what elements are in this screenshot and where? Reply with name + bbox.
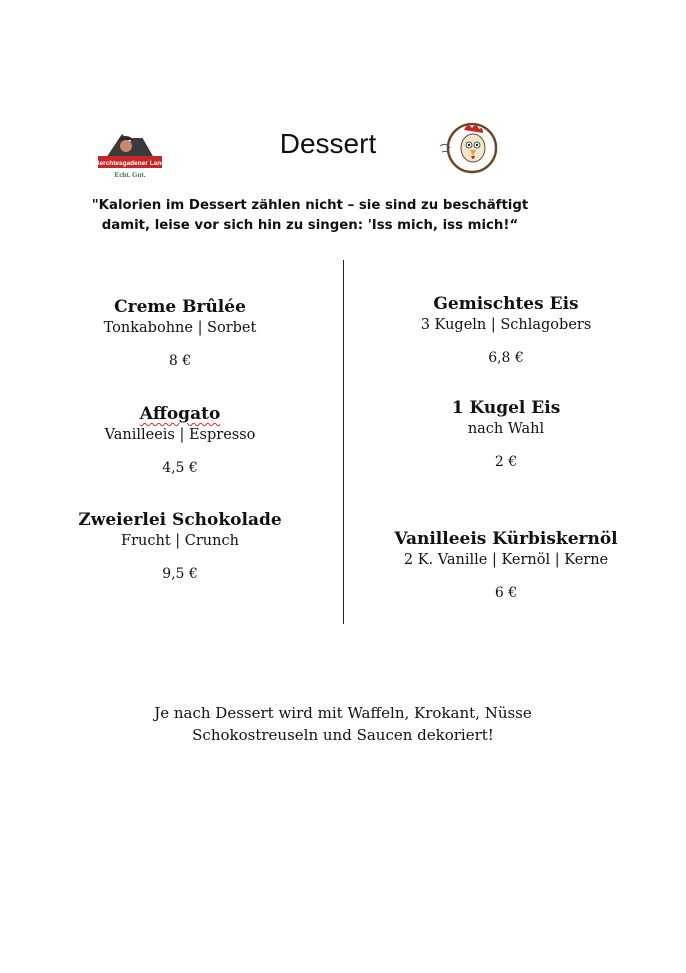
item-price: 9,5 € (162, 566, 198, 582)
column-divider (343, 260, 344, 624)
logo-text-line2: Echt. Gut. (114, 171, 146, 179)
item-description: Frucht | Crunch (121, 533, 239, 549)
footer-line-2: Schokostreuseln und Saucen dekoriert! (192, 726, 494, 744)
item-description: 2 K. Vanille | Kernöl | Kerne (403, 552, 609, 568)
menu-item (346, 397, 666, 471)
item-price: 4,5 € (162, 460, 198, 476)
menu-item (20, 296, 340, 370)
footer-line-1: Je nach Dessert wird mit Waffeln, Krokant, Nüsse (154, 704, 532, 722)
item-description: nach Wahl (467, 421, 545, 437)
item-name: Vanilleeis Kürbiskernöl (394, 529, 618, 549)
logo-text-line1: Berchtesgadener Land (96, 160, 164, 167)
item-name: Affogato (139, 404, 221, 424)
item-name: 1 Kugel Eis (451, 398, 561, 418)
item-price: 6,8 € (488, 350, 524, 366)
item-name: Zweierlei Schokolade (78, 510, 282, 530)
item-price: 6 € (494, 585, 518, 601)
item-price: 2 € (494, 454, 518, 470)
dessert-quote (60, 196, 560, 236)
quote-line-2: damit, leise vor sich hin zu singen: 'Iss mich, iss mich!“ (101, 218, 519, 233)
footer-note (0, 702, 686, 746)
menu-item (346, 528, 666, 602)
item-price: 8 € (168, 353, 192, 369)
menu-item (346, 293, 666, 367)
quote-line-1: "Kalorien im Dessert zählen nicht – sie sind zu beschäftigt (91, 198, 529, 213)
item-name: Gemischtes Eis (433, 294, 579, 314)
item-name: Creme Brûlée (114, 297, 246, 317)
menu-item (20, 509, 340, 583)
item-description: Vanilleeis | Espresso (104, 427, 256, 443)
item-description: Tonkabohne | Sorbet (103, 320, 257, 336)
page-title: Dessert (279, 128, 377, 159)
menu-item (20, 403, 340, 477)
item-description: 3 Kugeln | Schlagobers (420, 317, 592, 333)
rooster-icon (436, 118, 500, 178)
